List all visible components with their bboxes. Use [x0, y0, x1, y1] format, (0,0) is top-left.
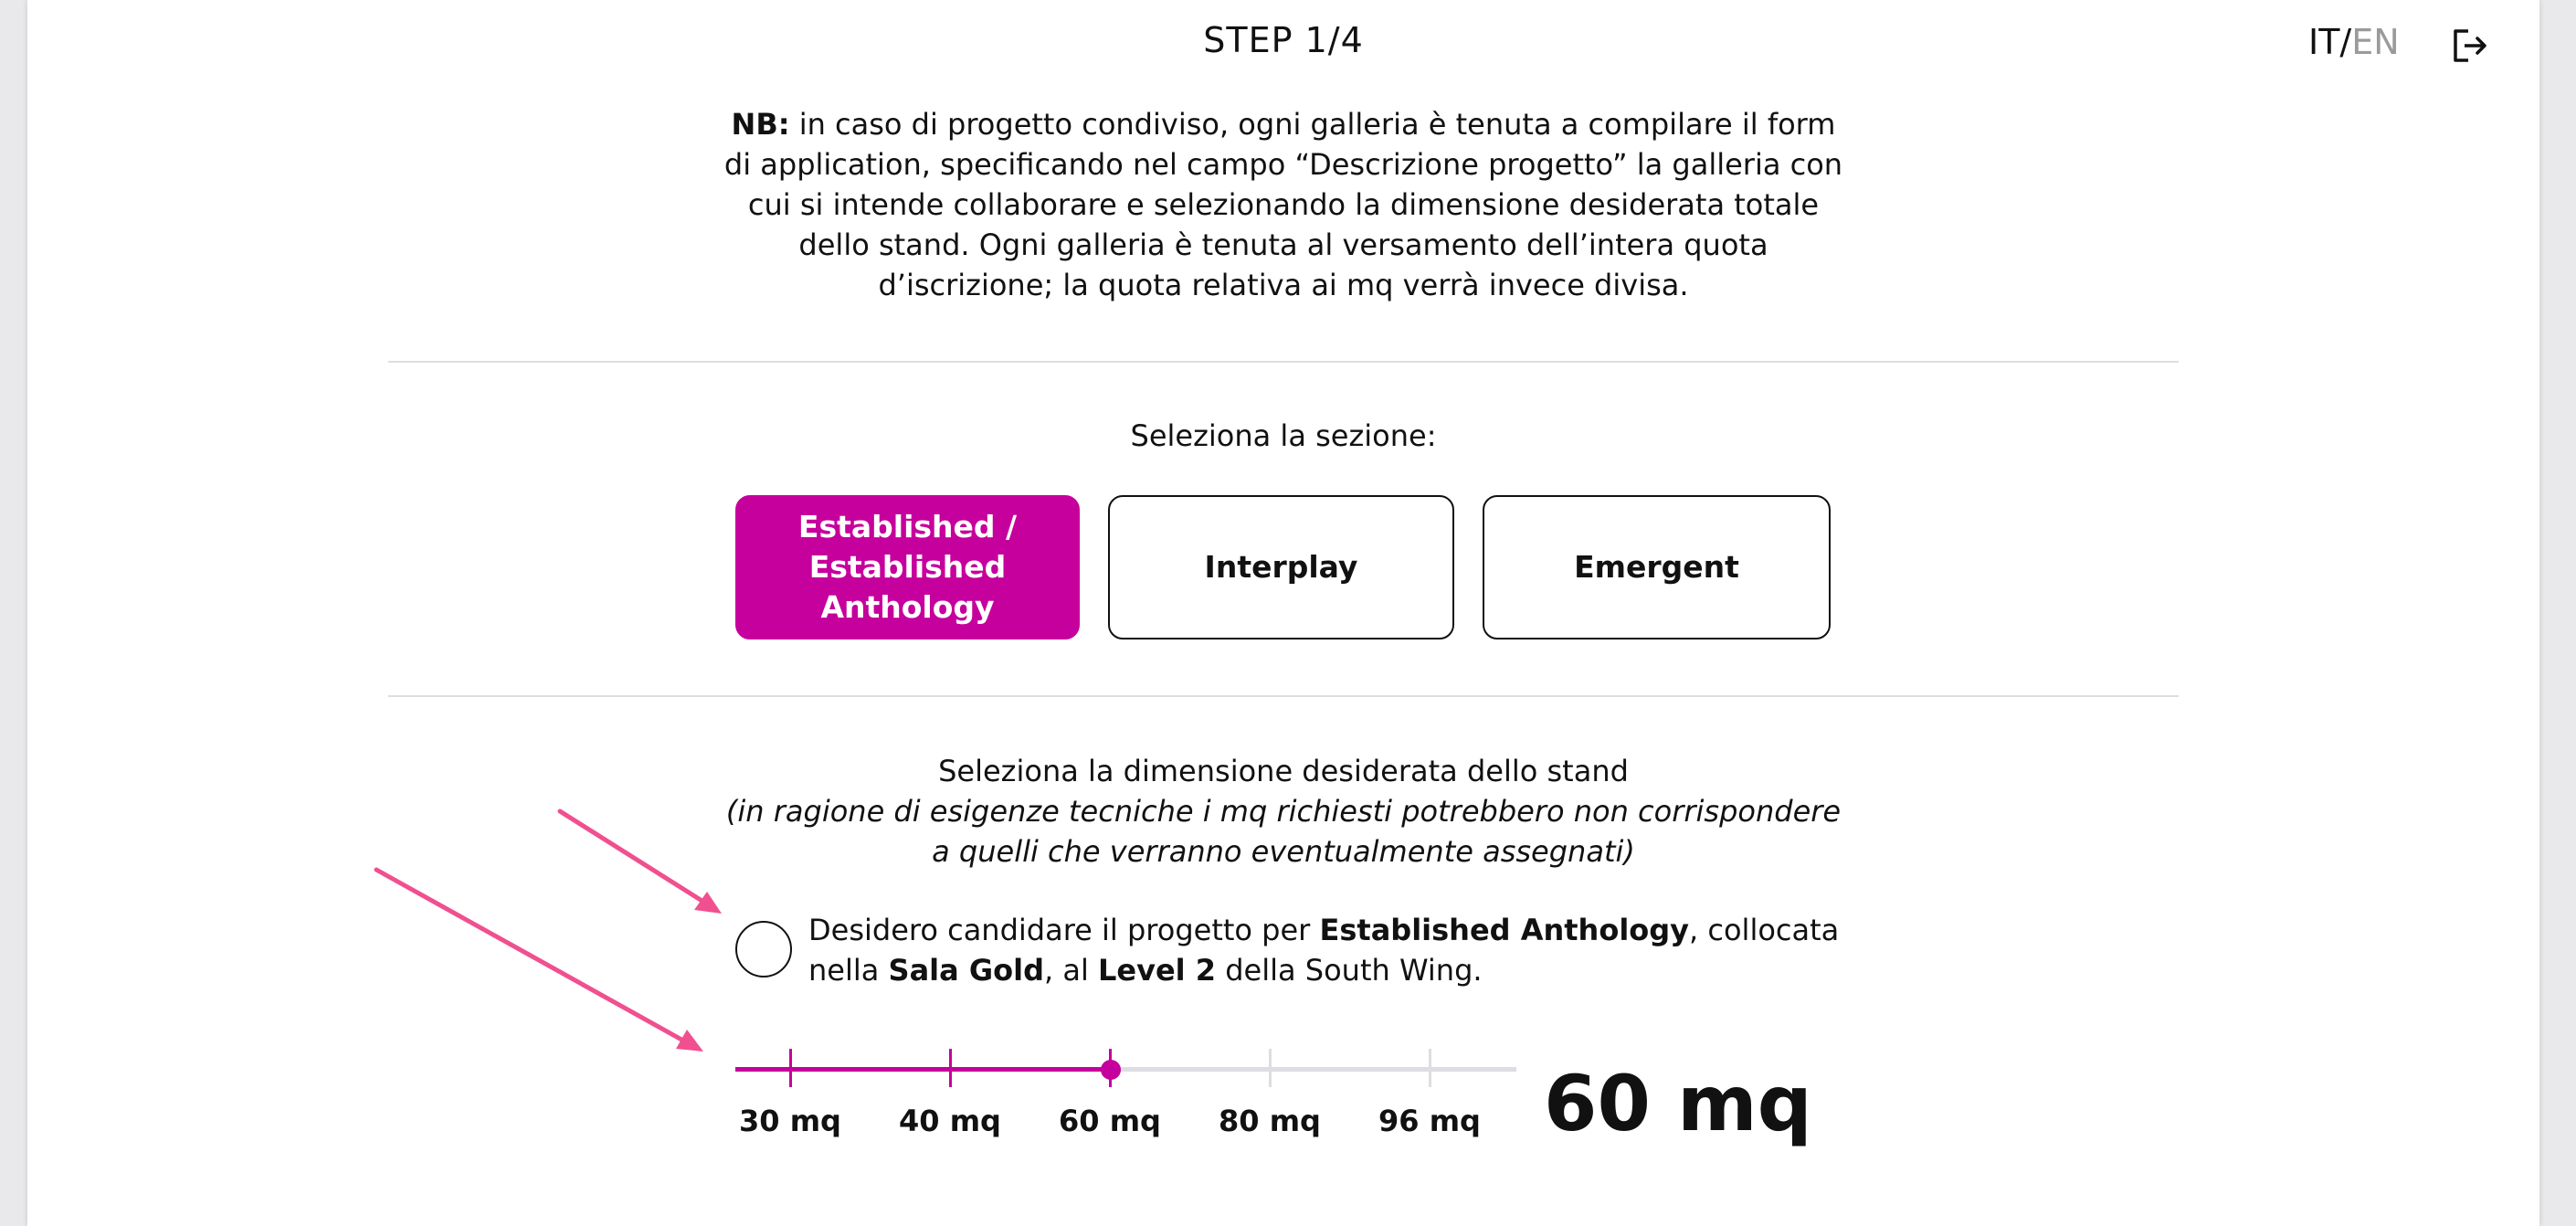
slider-thumb[interactable] [1101, 1060, 1121, 1080]
section-button-label: Established / Established Anthology [797, 509, 1018, 625]
option-bold-room: Sala Gold [888, 953, 1044, 988]
application-panel [27, 0, 2539, 1226]
lang-separator: / [2339, 22, 2352, 62]
slider-tick-label: 80 mq [1219, 1104, 1321, 1138]
section-button-emergent[interactable] [1483, 495, 1831, 639]
dimension-note: (in ragione di esigenze tecniche i mq richiesti potrebbero non corrispondere a quelli che verranno eventualmente assegnati) [725, 794, 1842, 869]
nb-text: in caso di progetto condiviso, ogni galleria è tenuta a compilare il form di application, specificando nel campo “Descrizione progetto” la galleria con cui si intende collaborare e selezionando la dimensione desiderata totale dello stand. Ogni galleria è tenuta al versamento dell’intera quota d’iscrizione; la quota relativa ai mq verrà invece divisa. [723, 107, 1843, 302]
slider-tick[interactable] [1269, 1049, 1272, 1087]
option-bold-section: Established Anthology [1319, 913, 1690, 947]
section-button-label: Emergent [1574, 549, 1739, 585]
lang-en[interactable]: EN [2351, 22, 2400, 62]
stand-size-value: 60 mq [1544, 1059, 1812, 1148]
slider-tick[interactable] [789, 1049, 792, 1087]
lang-it[interactable]: IT [2308, 22, 2340, 62]
slider-tick-label: 96 mq [1378, 1104, 1481, 1138]
slider-tick[interactable] [1429, 1049, 1431, 1087]
option-text: Desidero candidare il progetto per [808, 913, 1320, 947]
stand-size-slider[interactable] [735, 1041, 1516, 1096]
divider [388, 361, 2179, 363]
option-text: , collocata nella [808, 913, 1840, 988]
slider-tick-label: 60 mq [1059, 1104, 1161, 1138]
section-button-interplay[interactable] [1108, 495, 1454, 639]
dimension-title: Seleziona la dimensione desiderata dello stand [938, 754, 1629, 788]
slider-tick[interactable] [949, 1049, 952, 1087]
section-label: Seleziona la sezione: [1130, 418, 1437, 453]
option-bold-level: Level 2 [1098, 953, 1217, 988]
option-text: della South Wing. [1216, 953, 1483, 988]
language-switcher [2308, 22, 2400, 62]
anthology-radio[interactable] [735, 921, 792, 978]
logout-icon[interactable] [2448, 24, 2492, 68]
slider-tick-label: 40 mq [899, 1104, 1001, 1138]
nb-label: NB: [731, 107, 790, 142]
option-text: , al [1044, 953, 1099, 988]
shared-project-notice [722, 104, 1845, 305]
arrow-icon [376, 870, 703, 1052]
divider [388, 695, 2179, 697]
anthology-radio-label [808, 910, 1868, 990]
step-indicator: STEP 1/4 [1203, 20, 1364, 60]
arrow-icon [560, 811, 722, 914]
section-button-established[interactable] [735, 495, 1080, 639]
section-button-label: Interplay [1204, 549, 1358, 585]
slider-tick-label: 30 mq [739, 1104, 841, 1138]
